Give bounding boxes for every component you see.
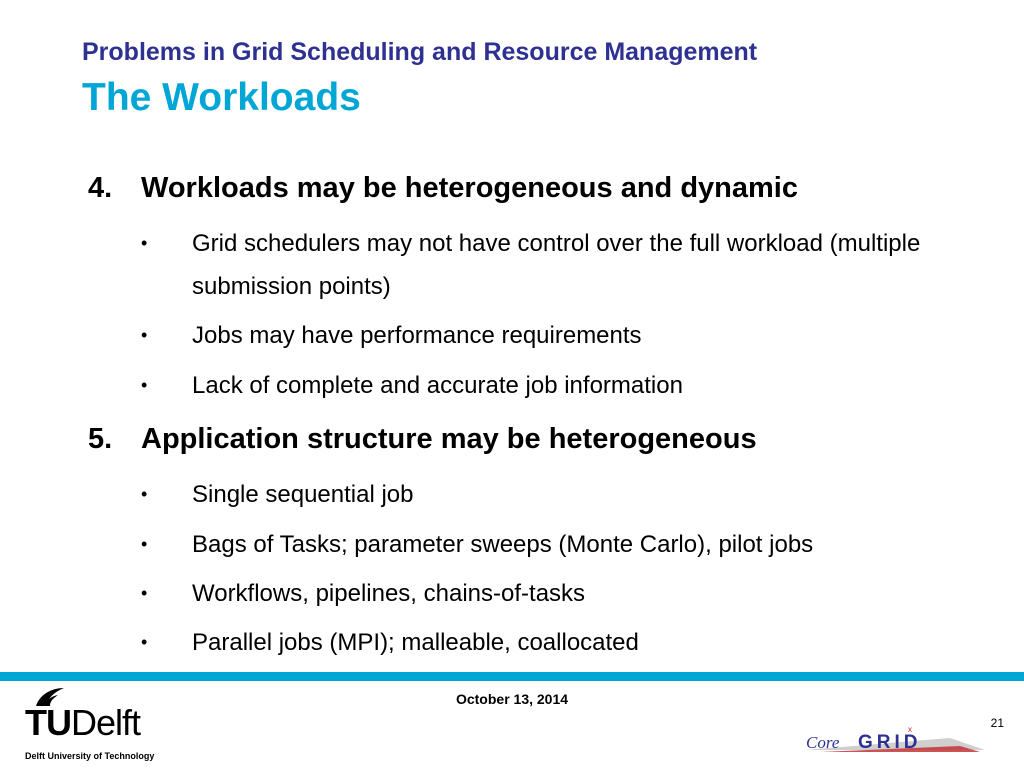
bullet-text: Lack of complete and accurate job information — [192, 372, 683, 399]
page-number: 21 — [990, 716, 1004, 730]
section-heading-5 — [88, 423, 757, 456]
bullet-dot-icon: • — [141, 375, 148, 395]
bullet-dot-icon: • — [141, 583, 148, 603]
section-heading-text: Workloads may be heterogeneous and dynamic — [141, 172, 798, 204]
slide-title: The Workloads — [82, 76, 361, 119]
bullet-text: Single sequential job — [192, 481, 414, 508]
bullet-dot-icon: • — [141, 534, 148, 554]
bullet-dot-icon: • — [141, 484, 148, 504]
bullet-text: Jobs may have performance requirements — [192, 322, 642, 349]
bullet-dot-icon: • — [141, 632, 148, 652]
section-heading-4 — [88, 172, 798, 205]
svg-text:x: x — [908, 725, 912, 734]
bullet-text: Bags of Tasks; parameter sweeps (Monte Carlo), pilot jobs — [192, 531, 814, 558]
slide-subtitle: Problems in Grid Scheduling and Resource Management — [82, 38, 758, 66]
footer-date: October 13, 2014 — [455, 691, 569, 707]
footer-divider — [0, 672, 1024, 681]
bullet-dot-icon: • — [141, 233, 148, 253]
bullet-text: Workflows, pipelines, chains-of-tasks — [192, 580, 586, 607]
tudelft-wordmark: TUDelft — [25, 702, 141, 743]
coregrid-logo — [800, 724, 990, 761]
section-heading-text: Application structure may be heterogeneous — [141, 423, 757, 455]
tudelft-caption: Delft University of Technology — [25, 751, 155, 761]
section-number: 4. — [88, 172, 113, 204]
svg-text:Core: Core — [806, 733, 840, 752]
svg-text:GRID: GRID — [858, 732, 922, 753]
bullet-text: Parallel jobs (MPI); malleable, coallocated — [192, 629, 639, 656]
bullet-text: Grid schedulers may not have control over the full workload (multiple submission points) — [192, 230, 921, 300]
bullet-dot-icon: • — [141, 325, 148, 345]
section-number: 5. — [88, 423, 113, 455]
